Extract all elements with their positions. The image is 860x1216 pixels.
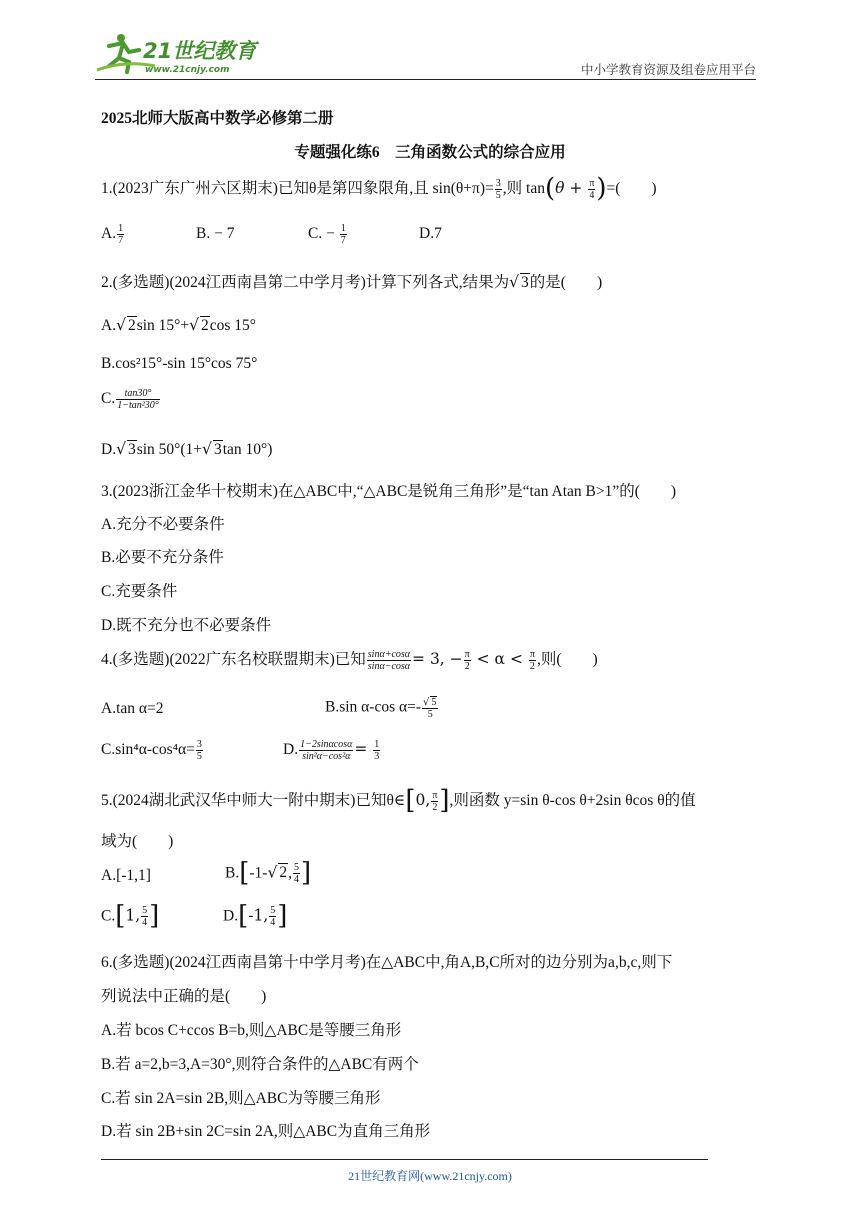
q5-option-d: D.[-1, $\frac{5}{4}$ ] <box>223 901 288 931</box>
q6-stem-cont: 列说法中正确的是( ) <box>101 988 267 1005</box>
header-slogan: 中小学教育资源及组卷应用平台 <box>580 62 756 77</box>
footer-divider <box>101 1159 708 1160</box>
q4-option-a: A.tan α=2 <box>101 700 164 717</box>
q6-option-c: C.若 sin 2A=sin 2B,则△ABC为等腰三角形 <box>101 1090 381 1107</box>
q5-stem: 5.(2024湖北武汉华中师大一附中期末)已知θ∈[0, $\frac{\pi}{2}$ ],则函数 y=sin θ-cos θ+2sin θcos θ的值 <box>101 785 696 816</box>
q3-option-b: B.必要不充分条件 <box>101 549 224 566</box>
header-divider <box>95 79 756 80</box>
page-header <box>95 30 756 78</box>
q2-option-b: B.cos²15°-sin 15°cos 75° <box>101 355 258 372</box>
section-title: 专题强化练6 三角函数公式的综合应用 <box>294 144 566 161</box>
q1-option-c: C. − $\frac{1}{7}$ <box>308 223 346 246</box>
q1-option-d: D.7 <box>419 225 442 242</box>
q4-option-b: B.sin α-cos α=- $\frac{√ 5}{5}$ <box>325 697 437 720</box>
q6-option-d: D.若 sin 2B+sin 2C=sin 2A,则△ABC为直角三角形 <box>101 1123 431 1140</box>
q1-option-a: A. $\frac{1}{7}$ <box>101 223 124 246</box>
q2-option-c: C. $\frac{\tan 30^\circ}{\text{1−tan²30°}}$ <box>101 388 159 411</box>
q5-option-b: B.[-1-√ 2, $\frac{5}{4}$ ] <box>225 858 312 888</box>
q3-option-d: D.既不充分也不必要条件 <box>101 617 272 634</box>
q6-option-b: B.若 a=2,b=3,A=30°,则符合条件的△ABC有两个 <box>101 1056 419 1073</box>
document-title: 2025北师大版高中数学必修第二册 <box>101 110 334 127</box>
q3-option-c: C.充要条件 <box>101 583 178 600</box>
q1-stem: 1.(2023广东广州六区期末)已知θ是第四象限角,且 sin(θ+π)= $\frac{3}{5}$ ,则 tan(θ + $\frac{\pi}{4}$ )=( ) <box>101 173 657 204</box>
q6-option-a: A.若 bcos C+ccos B=b,则△ABC是等腰三角形 <box>101 1022 402 1039</box>
logo-url: www.21cnjy.com <box>145 65 230 75</box>
q2-stem: 2.(多选题)(2024江西南昌第二中学月考)计算下列各式,结果为√ 3的是( ) <box>101 273 603 291</box>
q5-stem-cont: 域为( ) <box>101 833 174 850</box>
q3-option-a: A.充分不必要条件 <box>101 516 225 533</box>
q3-stem: 3.(2023浙江金华十校期末)在△ABC中,“△ABC是锐角三角形”是“tan Atan B>1”的( ) <box>101 483 677 500</box>
q1-option-b: B. − 7 <box>196 225 235 242</box>
q5-option-c: C.[1, $\frac{5}{4}$ ] <box>101 901 160 931</box>
logo-text: 21世纪教育 <box>143 39 257 63</box>
q4-option-d: D. $\frac{1-2\sin\alpha\cos\alpha}{\text{sin²α−cos²α}}$ = $\frac{1}{3}$ <box>283 739 380 762</box>
q4-option-c: C.sin⁴α-cos⁴α= $\frac{3}{5}$ <box>101 739 202 762</box>
q4-stem: 4.(多选题)(2022广东名校联盟期末)已知 $\frac{\sin\alpha+\cos\alpha}{\sin\alpha-\cos\alpha}$ = 3, − $\frac{\pi}{2}$ < α < $\frac{\pi}{2}$ ,则( ) <box>101 648 598 672</box>
site-logo <box>95 30 265 78</box>
q2-option-a: A.√ 2sin 15°+√ 2cos 15° <box>101 316 257 334</box>
q6-stem: 6.(多选题)(2024江西南昌第十中学月考)在△ABC中,角A,B,C所对的边分别为a,b,c,则下 <box>101 954 673 971</box>
q5-option-a: A.[-1,1] <box>101 867 151 884</box>
footer-text: 21世纪教育网(www.21cnjy.com) <box>348 1169 512 1183</box>
q2-option-d: D.√ 3sin 50°(1+√ 3tan 10°) <box>101 440 273 458</box>
q1-options <box>101 223 442 246</box>
